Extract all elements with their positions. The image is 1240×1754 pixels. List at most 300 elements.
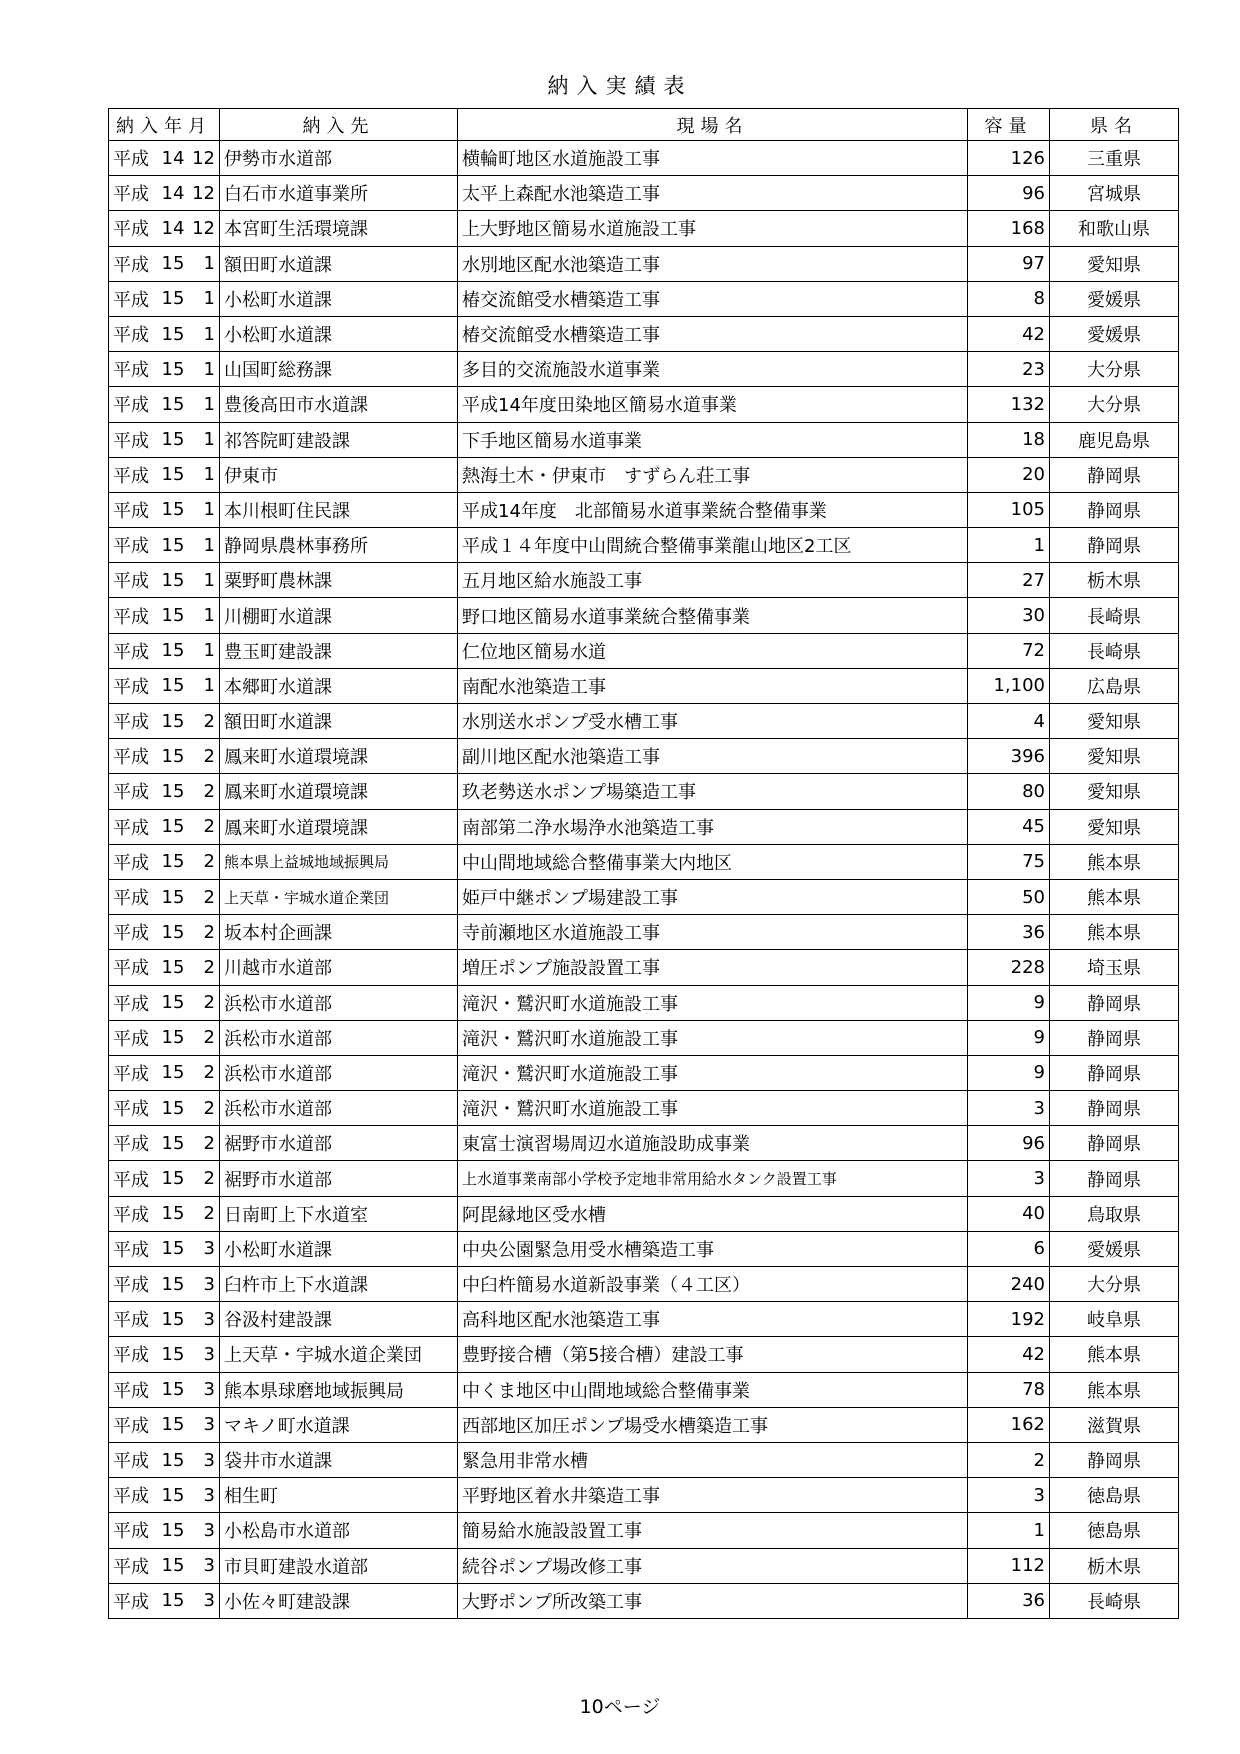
- destination-cell: 小松町水道課: [220, 316, 458, 351]
- month: 1: [203, 640, 215, 662]
- capacity-cell: 36: [968, 915, 1050, 950]
- era: 平成: [113, 676, 149, 698]
- capacity-cell: 240: [968, 1267, 1050, 1302]
- prefecture-cell: 熊本県: [1050, 844, 1179, 879]
- year: 15: [161, 534, 185, 556]
- prefecture-cell: 静岡県: [1050, 1091, 1179, 1126]
- year: 15: [161, 851, 185, 873]
- site-name-cell: 水別地区配水池築造工事: [458, 246, 968, 281]
- table-row: [109, 1231, 1179, 1266]
- table-row: [109, 739, 1179, 774]
- prefecture-cell: 静岡県: [1050, 528, 1179, 563]
- destination-cell: 浜松市水道部: [220, 985, 458, 1020]
- prefecture-cell: 静岡県: [1050, 1055, 1179, 1090]
- delivery-date-cell: [109, 950, 220, 985]
- era: 平成: [113, 395, 149, 417]
- era: 平成: [113, 1134, 149, 1156]
- era: 平成: [113, 1099, 149, 1121]
- year: 15: [161, 1414, 185, 1436]
- prefecture-cell: 熊本県: [1050, 1372, 1179, 1407]
- prefecture-cell: 広島県: [1050, 668, 1179, 703]
- destination-cell: 鳳来町水道環境課: [220, 809, 458, 844]
- prefecture-cell: 愛知県: [1050, 739, 1179, 774]
- table-row: [109, 1302, 1179, 1337]
- era: 平成: [113, 923, 149, 945]
- prefecture-cell: 愛媛県: [1050, 1231, 1179, 1266]
- year: 15: [161, 1449, 185, 1471]
- destination-cell: 鳳来町水道環境課: [220, 739, 458, 774]
- destination-cell: 静岡県農林事務所: [220, 528, 458, 563]
- table-row: [109, 1583, 1179, 1618]
- capacity-cell: 96: [968, 1126, 1050, 1161]
- month: 3: [203, 1273, 215, 1295]
- era: 平成: [113, 817, 149, 839]
- table-row: [109, 1020, 1179, 1055]
- table-row: [109, 387, 1179, 422]
- prefecture-cell: 愛知県: [1050, 774, 1179, 809]
- delivery-date-cell: [109, 598, 220, 633]
- delivery-date-cell: [109, 1513, 220, 1548]
- destination-cell: 本川根町住民課: [220, 492, 458, 527]
- table-row: [109, 1548, 1179, 1583]
- header-destination: 納入先: [220, 109, 458, 141]
- prefecture-cell: 岐阜県: [1050, 1302, 1179, 1337]
- year: 15: [161, 1203, 185, 1225]
- delivery-date-cell: [109, 246, 220, 281]
- capacity-cell: 42: [968, 1337, 1050, 1372]
- site-name-cell: 大野ポンプ所改築工事: [458, 1583, 968, 1618]
- destination-cell: 上天草・宇城水道企業団: [220, 879, 458, 914]
- era: 平成: [113, 149, 149, 171]
- site-name-cell: 中山間地域総合整備事業大内地区: [458, 844, 968, 879]
- capacity-cell: 23: [968, 352, 1050, 387]
- destination-cell: 袋井市水道課: [220, 1442, 458, 1477]
- capacity-cell: 2: [968, 1442, 1050, 1477]
- site-name-cell: 中臼杵簡易水道新設事業（４工区）: [458, 1267, 968, 1302]
- destination-cell: 小松町水道課: [220, 1231, 458, 1266]
- site-name-cell: 阿毘縁地区受水槽: [458, 1196, 968, 1231]
- capacity-cell: 30: [968, 598, 1050, 633]
- site-name-cell: 椿交流館受水槽築造工事: [458, 281, 968, 316]
- table-row: [109, 1196, 1179, 1231]
- delivery-date-cell: [109, 1583, 220, 1618]
- era: 平成: [113, 289, 149, 311]
- destination-cell: 伊東市: [220, 457, 458, 492]
- site-name-cell: 滝沢・鷲沢町水道施設工事: [458, 1055, 968, 1090]
- table-row: [109, 1337, 1179, 1372]
- month: 1: [203, 464, 215, 486]
- destination-cell: 山国町総務課: [220, 352, 458, 387]
- capacity-cell: 162: [968, 1407, 1050, 1442]
- site-name-cell: 中くま地区中山間地域総合整備事業: [458, 1372, 968, 1407]
- year: 15: [161, 1343, 185, 1365]
- month: 2: [203, 1132, 215, 1154]
- year: 15: [161, 710, 185, 732]
- table-row: [109, 563, 1179, 598]
- prefecture-cell: 大分県: [1050, 387, 1179, 422]
- delivery-date-cell: [109, 492, 220, 527]
- site-name-cell: 平成14年度田染地区簡易水道事業: [458, 387, 968, 422]
- era: 平成: [113, 360, 149, 382]
- capacity-cell: 112: [968, 1548, 1050, 1583]
- capacity-cell: 78: [968, 1372, 1050, 1407]
- capacity-cell: 75: [968, 844, 1050, 879]
- capacity-cell: 36: [968, 1583, 1050, 1618]
- year: 15: [161, 1132, 185, 1154]
- era: 平成: [113, 1239, 149, 1261]
- year: 15: [161, 429, 185, 451]
- month: 1: [203, 358, 215, 380]
- prefecture-cell: 長崎県: [1050, 633, 1179, 668]
- delivery-date-cell: [109, 387, 220, 422]
- destination-cell: 豊玉町建設課: [220, 633, 458, 668]
- capacity-cell: 18: [968, 422, 1050, 457]
- year: 15: [161, 1273, 185, 1295]
- month: 1: [203, 675, 215, 697]
- capacity-cell: 396: [968, 739, 1050, 774]
- prefecture-cell: 三重県: [1050, 141, 1179, 176]
- delivery-date-cell: [109, 1372, 220, 1407]
- month: 3: [203, 1379, 215, 1401]
- month: 3: [203, 1519, 215, 1541]
- site-name-cell: 五月地区給水施設工事: [458, 563, 968, 598]
- year: 15: [161, 1097, 185, 1119]
- destination-cell: 臼杵市上下水道課: [220, 1267, 458, 1302]
- prefecture-cell: 鹿児島県: [1050, 422, 1179, 457]
- delivery-date-cell: [109, 1442, 220, 1477]
- month: 2: [203, 1027, 215, 1049]
- era: 平成: [113, 1275, 149, 1297]
- year: 15: [161, 1519, 185, 1541]
- table-row: [109, 668, 1179, 703]
- era: 平成: [113, 1028, 149, 1050]
- destination-cell: 本郷町水道課: [220, 668, 458, 703]
- site-name-cell: 上大野地区簡易水道施設工事: [458, 211, 968, 246]
- month: 1: [203, 605, 215, 627]
- page-title: 納入実績表: [547, 74, 693, 98]
- month: 2: [203, 886, 215, 908]
- year: 15: [161, 1484, 185, 1506]
- site-name-cell: 椿交流館受水槽築造工事: [458, 316, 968, 351]
- era: 平成: [113, 641, 149, 663]
- prefecture-cell: 愛知県: [1050, 704, 1179, 739]
- year: 14: [161, 147, 185, 169]
- site-name-cell: 姫戸中継ポンプ場建設工事: [458, 879, 968, 914]
- table-row: [109, 1091, 1179, 1126]
- delivery-date-cell: [109, 1091, 220, 1126]
- month: 2: [203, 745, 215, 767]
- destination-cell: 川棚町水道課: [220, 598, 458, 633]
- delivery-date-cell: [109, 879, 220, 914]
- delivery-date-cell: [109, 211, 220, 246]
- month: 1: [203, 288, 215, 310]
- era: 平成: [113, 536, 149, 558]
- table-row: [109, 1513, 1179, 1548]
- month: 2: [203, 1203, 215, 1225]
- table-row: [109, 176, 1179, 211]
- month: 2: [203, 816, 215, 838]
- era: 平成: [113, 747, 149, 769]
- delivery-date-cell: [109, 1267, 220, 1302]
- year: 15: [161, 675, 185, 697]
- destination-cell: 熊本県上益城地域振興局: [220, 844, 458, 879]
- header-capacity: 容量: [968, 109, 1050, 141]
- year: 15: [161, 288, 185, 310]
- destination-cell: 裾野市水道部: [220, 1161, 458, 1196]
- destination-cell: 浜松市水道部: [220, 1020, 458, 1055]
- site-name-cell: 緊急用非常水槽: [458, 1442, 968, 1477]
- prefecture-cell: 静岡県: [1050, 457, 1179, 492]
- table-row: [109, 1372, 1179, 1407]
- destination-cell: 白石市水道事業所: [220, 176, 458, 211]
- site-name-cell: 滝沢・鷲沢町水道施設工事: [458, 985, 968, 1020]
- capacity-cell: 96: [968, 176, 1050, 211]
- era: 平成: [113, 852, 149, 874]
- prefecture-cell: 熊本県: [1050, 879, 1179, 914]
- year: 15: [161, 323, 185, 345]
- delivery-date-cell: [109, 985, 220, 1020]
- destination-cell: 裾野市水道部: [220, 1126, 458, 1161]
- capacity-cell: 9: [968, 1055, 1050, 1090]
- destination-cell: マキノ町水道課: [220, 1407, 458, 1442]
- delivery-date-cell: [109, 739, 220, 774]
- destination-cell: 本宮町生活環境課: [220, 211, 458, 246]
- era: 平成: [113, 254, 149, 276]
- capacity-cell: 50: [968, 879, 1050, 914]
- table-row: [109, 1442, 1179, 1477]
- prefecture-cell: 静岡県: [1050, 1126, 1179, 1161]
- delivery-date-cell: [109, 563, 220, 598]
- delivery-date-cell: [109, 422, 220, 457]
- table-row: [109, 492, 1179, 527]
- capacity-cell: 40: [968, 1196, 1050, 1231]
- table-row: [109, 316, 1179, 351]
- capacity-cell: 97: [968, 246, 1050, 281]
- era: 平成: [113, 1415, 149, 1437]
- table-row: [109, 141, 1179, 176]
- delivery-date-cell: [109, 704, 220, 739]
- delivery-date-cell: [109, 1161, 220, 1196]
- table-row: [109, 915, 1179, 950]
- era: 平成: [113, 184, 149, 206]
- month: 3: [203, 1449, 215, 1471]
- prefecture-cell: 長崎県: [1050, 1583, 1179, 1618]
- era: 平成: [113, 1486, 149, 1508]
- table-row: [109, 809, 1179, 844]
- month: 1: [203, 323, 215, 345]
- delivery-date-cell: [109, 141, 220, 176]
- prefecture-cell: 静岡県: [1050, 1161, 1179, 1196]
- year: 15: [161, 1027, 185, 1049]
- site-name-cell: 上水道事業南部小学校予定地非常用給水タンク設置工事: [458, 1161, 968, 1196]
- table-row: [109, 1407, 1179, 1442]
- header-date: 納入年月: [109, 109, 220, 141]
- destination-cell: 浜松市水道部: [220, 1091, 458, 1126]
- year: 15: [161, 921, 185, 943]
- month: 12: [192, 147, 215, 169]
- delivery-date-cell: [109, 176, 220, 211]
- month: 2: [203, 1168, 215, 1190]
- site-name-cell: 平成１４年度中山間統合整備事業龍山地区2工区: [458, 528, 968, 563]
- prefecture-cell: 鳥取県: [1050, 1196, 1179, 1231]
- capacity-cell: 1: [968, 1513, 1050, 1548]
- capacity-cell: 6: [968, 1231, 1050, 1266]
- prefecture-cell: 愛媛県: [1050, 316, 1179, 351]
- delivery-date-cell: [109, 281, 220, 316]
- prefecture-cell: 栃木県: [1050, 563, 1179, 598]
- era: 平成: [113, 993, 149, 1015]
- site-name-cell: 下手地区簡易水道事業: [458, 422, 968, 457]
- year: 15: [161, 816, 185, 838]
- table-row: [109, 1478, 1179, 1513]
- prefecture-cell: 長崎県: [1050, 598, 1179, 633]
- site-name-cell: 平野地区着水井築造工事: [458, 1478, 968, 1513]
- month: 1: [203, 429, 215, 451]
- prefecture-cell: 静岡県: [1050, 985, 1179, 1020]
- capacity-cell: 1,100: [968, 668, 1050, 703]
- delivery-date-cell: [109, 668, 220, 703]
- month: 3: [203, 1414, 215, 1436]
- capacity-cell: 4: [968, 704, 1050, 739]
- year: 15: [161, 640, 185, 662]
- month: 2: [203, 851, 215, 873]
- month: 2: [203, 780, 215, 802]
- year: 15: [161, 1555, 185, 1577]
- destination-cell: 日南町上下水道室: [220, 1196, 458, 1231]
- year: 14: [161, 217, 185, 239]
- capacity-cell: 168: [968, 211, 1050, 246]
- era: 平成: [113, 219, 149, 241]
- year: 15: [161, 1308, 185, 1330]
- prefecture-cell: 愛媛県: [1050, 281, 1179, 316]
- site-name-cell: 東富士演習場周辺水道施設助成事業: [458, 1126, 968, 1161]
- delivery-date-cell: [109, 1020, 220, 1055]
- destination-cell: 額田町水道課: [220, 246, 458, 281]
- destination-cell: 小佐々町建設課: [220, 1583, 458, 1618]
- era: 平成: [113, 1169, 149, 1191]
- destination-cell: 豊後高田市水道課: [220, 387, 458, 422]
- year: 15: [161, 886, 185, 908]
- era: 平成: [113, 712, 149, 734]
- prefecture-cell: 愛知県: [1050, 809, 1179, 844]
- site-name-cell: 増圧ポンプ施設設置工事: [458, 950, 968, 985]
- delivery-date-cell: [109, 1337, 220, 1372]
- capacity-cell: 9: [968, 985, 1050, 1020]
- table-row: [109, 1161, 1179, 1196]
- table-row: [109, 844, 1179, 879]
- delivery-date-cell: [109, 915, 220, 950]
- year: 15: [161, 393, 185, 415]
- month: 2: [203, 992, 215, 1014]
- destination-cell: 粟野町農林課: [220, 563, 458, 598]
- site-name-cell: 多目的交流施設水道事業: [458, 352, 968, 387]
- site-name-cell: 高科地区配水池築造工事: [458, 1302, 968, 1337]
- site-name-cell: 寺前瀬地区水道施設工事: [458, 915, 968, 950]
- year: 15: [161, 1062, 185, 1084]
- table-header-row: [109, 109, 1179, 141]
- table-row: [109, 422, 1179, 457]
- prefecture-cell: 栃木県: [1050, 1548, 1179, 1583]
- era: 平成: [113, 500, 149, 522]
- era: 平成: [113, 325, 149, 347]
- header-prefecture: 県名: [1050, 109, 1179, 141]
- capacity-cell: 192: [968, 1302, 1050, 1337]
- month: 1: [203, 499, 215, 521]
- prefecture-cell: 静岡県: [1050, 1020, 1179, 1055]
- year: 15: [161, 1379, 185, 1401]
- table-row: [109, 774, 1179, 809]
- delivery-date-cell: [109, 809, 220, 844]
- destination-cell: 伊勢市水道部: [220, 141, 458, 176]
- table-row: [109, 281, 1179, 316]
- site-name-cell: 南部第二浄水場浄水池築造工事: [458, 809, 968, 844]
- year: 15: [161, 1590, 185, 1612]
- era: 平成: [113, 430, 149, 452]
- capacity-cell: 1: [968, 528, 1050, 563]
- delivery-date-cell: [109, 1302, 220, 1337]
- month: 2: [203, 710, 215, 732]
- site-name-cell: 簡易給水施設設置工事: [458, 1513, 968, 1548]
- prefecture-cell: 愛知県: [1050, 246, 1179, 281]
- delivery-records-table: [108, 108, 1179, 1619]
- site-name-cell: 副川地区配水池築造工事: [458, 739, 968, 774]
- destination-cell: 坂本村企画課: [220, 915, 458, 950]
- capacity-cell: 80: [968, 774, 1050, 809]
- prefecture-cell: 大分県: [1050, 1267, 1179, 1302]
- capacity-cell: 8: [968, 281, 1050, 316]
- prefecture-cell: 和歌山県: [1050, 211, 1179, 246]
- table-row: [109, 985, 1179, 1020]
- era: 平成: [113, 782, 149, 804]
- site-name-cell: 続谷ポンプ場改修工事: [458, 1548, 968, 1583]
- month: 3: [203, 1590, 215, 1612]
- era: 平成: [113, 571, 149, 593]
- delivery-date-cell: [109, 774, 220, 809]
- destination-cell: 市貝町建設水道部: [220, 1548, 458, 1583]
- month: 1: [203, 534, 215, 556]
- table-row: [109, 598, 1179, 633]
- capacity-cell: 105: [968, 492, 1050, 527]
- year: 15: [161, 780, 185, 802]
- delivery-date-cell: [109, 1407, 220, 1442]
- prefecture-cell: 静岡県: [1050, 1442, 1179, 1477]
- delivery-date-cell: [109, 1231, 220, 1266]
- year: 15: [161, 992, 185, 1014]
- month: 3: [203, 1343, 215, 1365]
- table-row: [109, 457, 1179, 492]
- destination-cell: 小松町水道課: [220, 281, 458, 316]
- capacity-cell: 3: [968, 1161, 1050, 1196]
- month: 3: [203, 1484, 215, 1506]
- capacity-cell: 132: [968, 387, 1050, 422]
- prefecture-cell: 熊本県: [1050, 1337, 1179, 1372]
- month: 3: [203, 1555, 215, 1577]
- table-row: [109, 528, 1179, 563]
- table-body: [109, 141, 1179, 1619]
- year: 15: [161, 1238, 185, 1260]
- capacity-cell: 27: [968, 563, 1050, 598]
- capacity-cell: 3: [968, 1091, 1050, 1126]
- destination-cell: 額田町水道課: [220, 704, 458, 739]
- delivery-date-cell: [109, 1126, 220, 1161]
- delivery-date-cell: [109, 1478, 220, 1513]
- capacity-cell: 126: [968, 141, 1050, 176]
- month: 2: [203, 956, 215, 978]
- site-name-cell: 西部地区加圧ポンプ場受水槽築造工事: [458, 1407, 968, 1442]
- era: 平成: [113, 1556, 149, 1578]
- prefecture-cell: 熊本県: [1050, 915, 1179, 950]
- delivery-date-cell: [109, 528, 220, 563]
